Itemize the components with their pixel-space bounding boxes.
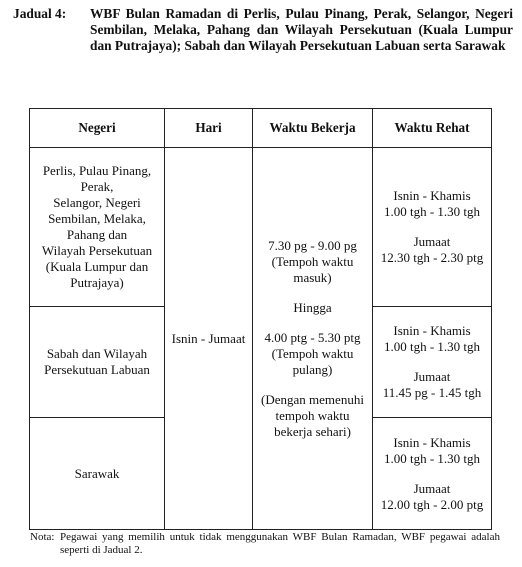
rehat-days-time: 1.00 tgh - 1.30 tgh [383, 339, 481, 354]
caption-label: Jadual 4: [13, 6, 67, 21]
waktu-hingga: Hingga [293, 299, 332, 315]
negeri-cell: Sarawak [30, 418, 165, 530]
waktu-syarat: (Dengan memenuhi tempoh waktu bekerja sehari) [261, 391, 364, 439]
rehat-friday-time: 11.45 pg - 1.45 tgh [382, 385, 482, 400]
rehat-friday-time: 12.00 tgh - 2.00 ptg [380, 496, 484, 512]
caption-text: WBF Bulan Ramadan di Perlis, Pulau Pinang, Perak, Selangor, Negeri Sembilan, Melaka, Pahang dan Wilayah Persekutuan (Kuala Lumpur dan Putrajaya); Sabah dan Wilayah Persekutuan Labuan serta Sarawak [90, 6, 513, 53]
rehat-friday-time: 12.30 tgh - 2.30 ptg [380, 250, 484, 265]
header-hari: Hari [165, 109, 253, 148]
rehat-days: Isnin - Khamis [393, 323, 471, 338]
table-header-row [30, 109, 492, 148]
header-waktu-bekerja: Waktu Bekerja [253, 109, 373, 148]
rehat-cell [373, 148, 492, 307]
note-text: Pegawai yang memilih untuk tidak menggunakan WBF Bulan Ramadan, WBF pegawai adalah seperti di Jadual 2. [60, 531, 500, 556]
rehat-friday: Jumaat [413, 369, 451, 384]
wbf-table [29, 108, 492, 530]
negeri-cell: Perlis, Pulau Pinang, Perak, Selangor, Negeri Sembilan, Melaka, Pahang dan Wilayah Persekutuan (Kuala Lumpur dan Putrajaya) [30, 148, 165, 307]
waktu-masuk: 7.30 pg - 9.00 pg (Tempoh waktu masuk) [268, 237, 357, 285]
negeri-cell: Sabah dan Wilayah Persekutuan Labuan [30, 307, 165, 418]
waktu-pulang: 4.00 ptg - 5.30 ptg (Tempoh waktu pulang) [264, 329, 361, 377]
rehat-days: Isnin - Khamis [393, 188, 471, 203]
rehat-friday: Jumaat [413, 234, 451, 249]
rehat-days-time: 1.00 tgh - 1.30 tgh [383, 450, 481, 466]
rehat-friday: Jumaat [413, 480, 451, 496]
note-label: Nota: [30, 531, 55, 543]
table-row [30, 148, 492, 307]
header-waktu-rehat: Waktu Rehat [373, 109, 492, 148]
table-caption [13, 6, 513, 54]
waktu-bekerja-cell [253, 148, 373, 530]
table-note [30, 531, 500, 557]
rehat-cell [373, 418, 492, 530]
header-negeri: Negeri [30, 109, 165, 148]
rehat-days-time: 1.00 tgh - 1.30 tgh [383, 204, 481, 219]
hari-cell: Isnin - Jumaat [165, 148, 253, 530]
rehat-days: Isnin - Khamis [393, 434, 471, 450]
rehat-cell [373, 307, 492, 418]
